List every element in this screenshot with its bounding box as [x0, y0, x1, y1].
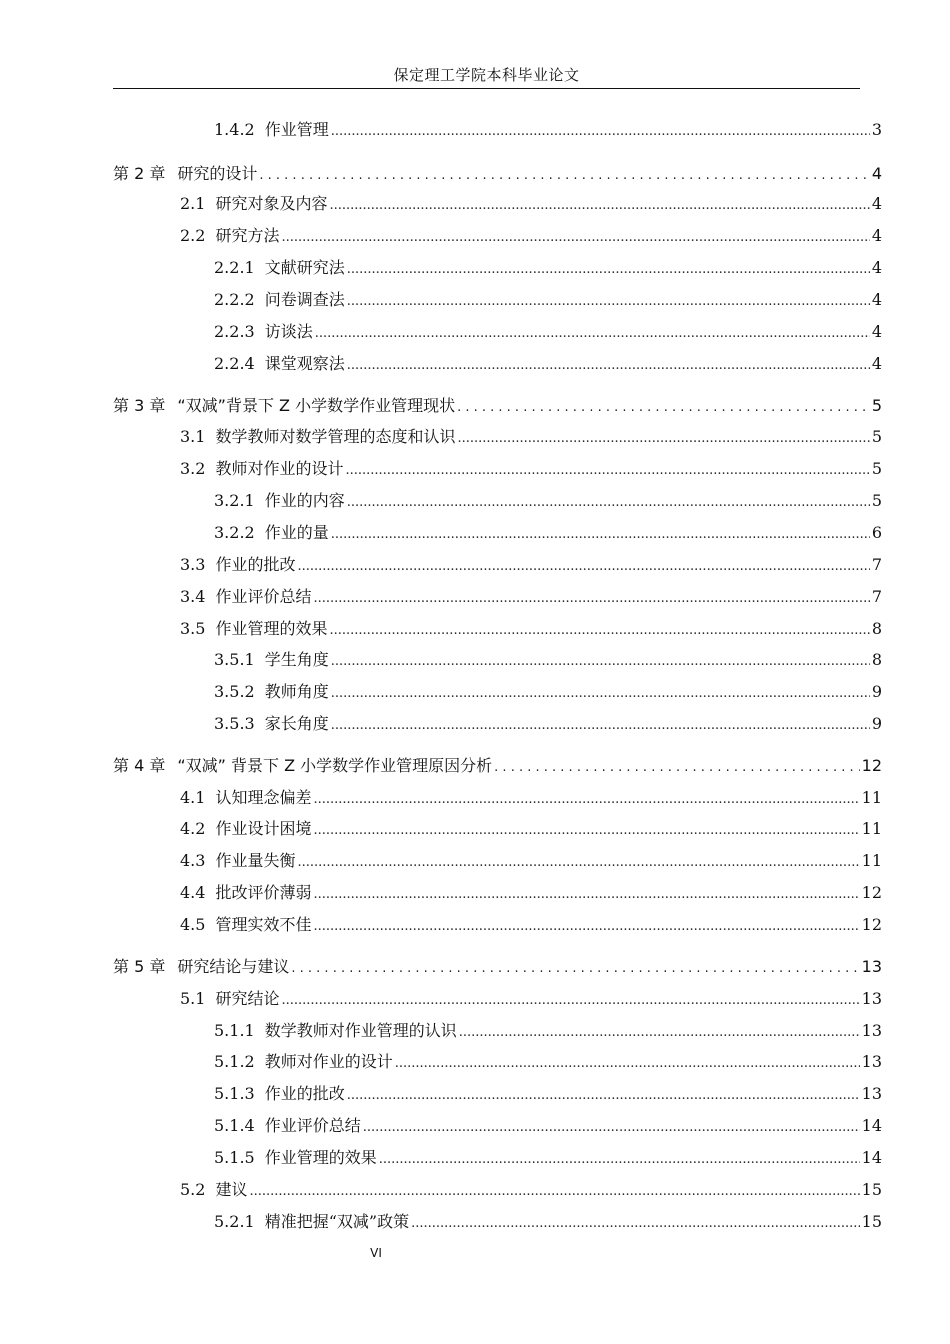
toc-dot-leader [329, 617, 869, 641]
toc-entry-number: 2.2.1 [214, 258, 255, 277]
page-number: VI [370, 1246, 382, 1260]
toc-section-entry[interactable] [180, 553, 882, 577]
toc-chapter-entry[interactable] [113, 162, 882, 186]
toc-dot-leader [329, 192, 869, 216]
toc-section-entry[interactable] [180, 457, 882, 481]
toc-entry-number: 2.2 [180, 226, 206, 245]
toc-entry-number: 3.3 [180, 555, 206, 574]
toc-entry-page: 5 [871, 491, 882, 510]
toc-subsection-entry[interactable] [214, 648, 882, 672]
toc-dot-leader [331, 680, 870, 704]
toc-dot-leader [315, 320, 870, 344]
toc-subsection-entry[interactable] [214, 256, 882, 280]
toc-dot-leader [297, 849, 859, 873]
toc-section-entry[interactable] [180, 617, 882, 641]
toc-entry-number: 2.2.3 [214, 322, 255, 341]
toc-entry-title: 数学教师对作业管理的认识 [264, 1021, 457, 1040]
toc-entry-page: 4 [871, 194, 882, 213]
toc-subsection-entry[interactable] [214, 1146, 882, 1170]
toc-entry-title: 研究对象及内容 [215, 194, 328, 213]
toc-dot-leader [331, 648, 870, 672]
toc-entry-title: 作业的内容 [264, 491, 345, 510]
toc-entry-number: 第 2 章 [113, 164, 166, 183]
toc-entry-number: 2.2.4 [214, 354, 255, 373]
toc-entry-number: 3.5.1 [214, 650, 255, 669]
toc-entry-number: 3.5.2 [214, 682, 255, 701]
toc-dot-leader [347, 1082, 860, 1106]
toc-entry-number: 4.5 [180, 915, 206, 934]
toc-subsection-entry[interactable] [214, 320, 882, 344]
toc-section-entry[interactable] [180, 849, 882, 873]
toc-subsection-entry[interactable] [214, 288, 882, 312]
toc-dot-leader [411, 1210, 860, 1234]
toc-entry-page: 12 [861, 756, 882, 775]
header-divider [113, 88, 860, 89]
toc-entry-page: 13 [861, 957, 882, 976]
toc-entry-title: 作业设计困境 [215, 819, 312, 838]
toc-dot-leader [313, 881, 859, 905]
toc-entry-title: 学生角度 [264, 650, 329, 669]
toc-subsection-entry[interactable] [214, 521, 882, 545]
toc-entry-page: 13 [861, 989, 882, 1008]
toc-entry-number: 5.2 [180, 1180, 206, 1199]
toc-entry-number: 3.2 [180, 459, 206, 478]
toc-dot-leader [291, 955, 859, 979]
toc-section-entry[interactable] [180, 786, 882, 810]
toc-section-entry[interactable] [180, 224, 882, 248]
toc-entry-number: 第 3 章 [113, 396, 166, 415]
toc-dot-leader [457, 425, 869, 449]
toc-subsection-entry[interactable] [214, 680, 882, 704]
toc-subsection-entry[interactable] [214, 118, 882, 142]
toc-section-entry[interactable] [180, 881, 882, 905]
toc-subsection-entry[interactable] [214, 1050, 882, 1074]
toc-entry-title: 研究方法 [215, 226, 280, 245]
toc-entry-page: 4 [871, 290, 882, 309]
toc-section-entry[interactable] [180, 585, 882, 609]
toc-subsection-entry[interactable] [214, 1114, 882, 1138]
toc-entry-number: 5.1.3 [214, 1084, 255, 1103]
toc-section-entry[interactable] [180, 1178, 882, 1202]
toc-entry-page: 12 [861, 883, 882, 902]
toc-entry-number: 2.2.2 [214, 290, 255, 309]
toc-entry-number: 3.2.2 [214, 523, 255, 542]
toc-entry-title: 作业管理 [264, 120, 329, 139]
toc-entry-page: 9 [871, 714, 882, 733]
toc-entry-title: 数学教师对数学管理的态度和认识 [215, 427, 456, 446]
toc-entry-number: 4.1 [180, 788, 206, 807]
toc-entry-page: 14 [861, 1116, 882, 1135]
toc-entry-page: 8 [871, 619, 882, 638]
toc-dot-leader [331, 521, 870, 545]
toc-dot-leader [347, 352, 870, 376]
toc-entry-title: 批改评价薄弱 [215, 883, 312, 902]
toc-entry-title: 作业的批改 [264, 1084, 345, 1103]
toc-entry-page: 9 [871, 682, 882, 701]
toc-entry-number: 第 4 章 [113, 756, 166, 775]
toc-entry-number: 3.5 [180, 619, 206, 638]
toc-entry-page: 5 [871, 427, 882, 446]
toc-entry-title: 课堂观察法 [264, 354, 345, 373]
toc-entry-page: 8 [871, 650, 882, 669]
toc-entry-page: 6 [871, 523, 882, 542]
toc-entry-page: 4 [871, 226, 882, 245]
toc-entry-page: 4 [871, 164, 882, 183]
toc-dot-leader [313, 817, 859, 841]
toc-entry-number: 5.1.2 [214, 1052, 255, 1071]
toc-dot-leader [347, 288, 870, 312]
toc-entry-title: 文献研究法 [264, 258, 345, 277]
toc-dot-leader [313, 585, 869, 609]
toc-dot-leader [259, 162, 869, 186]
toc-section-entry[interactable] [180, 192, 882, 216]
toc-entry-number: 2.1 [180, 194, 206, 213]
toc-entry-title: 作业的量 [264, 523, 329, 542]
toc-entry-title: 教师对作业的设计 [264, 1052, 393, 1071]
toc-dot-leader [363, 1114, 860, 1138]
toc-dot-leader [297, 553, 869, 577]
toc-dot-leader [281, 224, 869, 248]
toc-entry-title: “双减” 背景下 Z 小学数学作业管理原因分析 [177, 756, 493, 775]
toc-entry-page: 7 [871, 587, 882, 606]
toc-entry-page: 7 [871, 555, 882, 574]
toc-subsection-entry[interactable] [214, 1019, 882, 1043]
toc-entry-title: 研究的设计 [177, 164, 258, 183]
toc-entry-title: 家长角度 [264, 714, 329, 733]
toc-section-entry[interactable] [180, 987, 882, 1011]
toc-entry-number: 4.2 [180, 819, 206, 838]
toc-entry-title: 建议 [215, 1180, 248, 1199]
toc-entry-page: 4 [871, 322, 882, 341]
toc-section-entry[interactable] [180, 817, 882, 841]
toc-dot-leader [379, 1146, 860, 1170]
toc-entry-page: 15 [861, 1212, 882, 1231]
toc-entry-title: 作业管理的效果 [264, 1148, 377, 1167]
toc-dot-leader [457, 394, 870, 418]
toc-entry-title: 作业评价总结 [264, 1116, 361, 1135]
toc-dot-leader [313, 786, 859, 810]
toc-dot-leader [395, 1050, 860, 1074]
toc-entry-number: 4.3 [180, 851, 206, 870]
toc-entry-page: 14 [861, 1148, 882, 1167]
toc-dot-leader [281, 987, 859, 1011]
toc-entry-number: 3.4 [180, 587, 206, 606]
toc-dot-leader [249, 1178, 859, 1202]
toc-entry-number: 5.1.5 [214, 1148, 255, 1167]
toc-entry-title: “双减”背景下 Z 小学数学作业管理现状 [177, 396, 456, 415]
toc-chapter-entry[interactable] [113, 754, 882, 778]
toc-entry-page: 15 [861, 1180, 882, 1199]
toc-entry-title: 作业管理的效果 [215, 619, 328, 638]
toc-entry-number: 3.5.3 [214, 714, 255, 733]
toc-subsection-entry[interactable] [214, 1210, 882, 1234]
header-title: 保定理工学院本科毕业论文 [393, 66, 580, 84]
toc-entry-title: 作业量失衡 [215, 851, 296, 870]
toc-entry-page: 11 [861, 851, 882, 870]
toc-chapter-entry[interactable] [113, 955, 882, 979]
toc-entry-page: 3 [871, 120, 882, 139]
toc-entry-number: 3.1 [180, 427, 206, 446]
toc-subsection-entry[interactable] [214, 712, 882, 736]
toc-entry-title: 精准把握“双减”政策 [264, 1212, 410, 1231]
toc-entry-number: 5.1 [180, 989, 206, 1008]
toc-entry-title: 访谈法 [264, 322, 313, 341]
toc-entry-number: 1.4.2 [214, 120, 255, 139]
toc-entry-page: 5 [871, 459, 882, 478]
toc-entry-page: 13 [861, 1084, 882, 1103]
toc-dot-leader [313, 913, 859, 937]
toc-section-entry[interactable] [180, 913, 882, 937]
toc-section-entry[interactable] [180, 425, 882, 449]
toc-entry-number: 5.1.1 [214, 1021, 255, 1040]
toc-entry-page: 11 [861, 819, 882, 838]
toc-entry-page: 4 [871, 354, 882, 373]
toc-dot-leader [494, 754, 859, 778]
toc-chapter-entry[interactable] [113, 394, 882, 418]
toc-entry-number: 5.2.1 [214, 1212, 255, 1231]
toc-entry-title: 研究结论 [215, 989, 280, 1008]
toc-subsection-entry[interactable] [214, 1082, 882, 1106]
toc-entry-page: 12 [861, 915, 882, 934]
toc-entry-page: 13 [861, 1052, 882, 1071]
toc-entry-title: 教师对作业的设计 [215, 459, 344, 478]
toc-entry-title: 作业的批改 [215, 555, 296, 574]
toc-entry-page: 13 [861, 1021, 882, 1040]
toc-dot-leader [331, 712, 870, 736]
toc-entry-number: 3.2.1 [214, 491, 255, 510]
toc-entry-page: 4 [871, 258, 882, 277]
toc-entry-title: 研究结论与建议 [177, 957, 290, 976]
toc-entry-number: 5.1.4 [214, 1116, 255, 1135]
toc-subsection-entry[interactable] [214, 352, 882, 376]
toc-entry-number: 第 5 章 [113, 957, 166, 976]
toc-dot-leader [331, 118, 870, 142]
toc-entry-title: 教师角度 [264, 682, 329, 701]
toc-subsection-entry[interactable] [214, 489, 882, 513]
toc-dot-leader [347, 256, 870, 280]
toc-entry-title: 认知理念偏差 [215, 788, 312, 807]
toc-entry-title: 问卷调查法 [264, 290, 345, 309]
toc-entry-page: 11 [861, 788, 882, 807]
toc-entry-title: 管理实效不佳 [215, 915, 312, 934]
toc-dot-leader [347, 489, 870, 513]
toc-entry-title: 作业评价总结 [215, 587, 312, 606]
toc-entry-page: 5 [871, 396, 882, 415]
toc-entry-number: 4.4 [180, 883, 206, 902]
toc-dot-leader [345, 457, 869, 481]
toc-dot-leader [459, 1019, 860, 1043]
